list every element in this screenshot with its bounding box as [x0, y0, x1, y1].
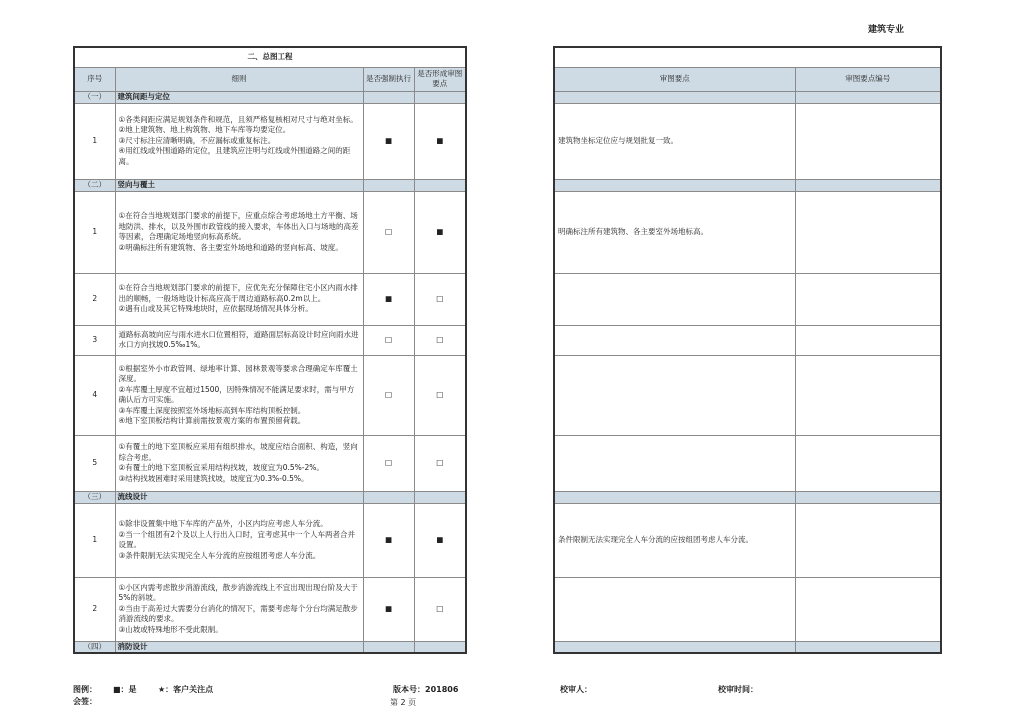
row-number: 5: [74, 435, 115, 491]
detail-line: ③山坡或特殊地形不受此限制。: [118, 624, 223, 634]
table-row: [554, 577, 941, 641]
formed-mark: □: [414, 355, 466, 435]
row-detail: [115, 577, 363, 641]
detail-line: ①有覆土的地下室顶板应采用有组织排水，坡度应结合面积、构造，竖向综合考虑。: [118, 442, 358, 462]
section-blank-cell: [795, 179, 941, 191]
mandatory-mark: □: [363, 355, 414, 435]
section-header-row: [74, 491, 466, 503]
table-row: [554, 103, 941, 179]
review-point: 建筑物坐标定位应与规划批复一致。: [554, 103, 795, 179]
table-row: [74, 191, 466, 273]
col-header-point: 审图要点: [554, 67, 795, 91]
detail-line: ①在符合当地规划部门要求的前提下，应重点综合考虑场地土方平衡、场地防洪、排水，以及外围市政管线的接入要求，车体出入口与场地的高差等因素，合理确定场地竖向标高系统。: [118, 211, 359, 241]
section-blank-cell: [795, 91, 941, 103]
review-point: [554, 325, 795, 355]
section-header-row: [554, 491, 941, 503]
section-blank-cell: [554, 491, 795, 503]
mandatory-mark: ■: [363, 503, 414, 577]
review-point: [554, 355, 795, 435]
mandatory-mark: ■: [363, 577, 414, 641]
detail-line: ②当一个组团有2个及以上人行出入口时，宜考虑其中一个人车两者合并设置。: [118, 529, 355, 549]
review-point: 条件限制无法实现完全人车分流的应按组团考虑人车分流。: [554, 503, 795, 577]
formed-mark: ■: [414, 503, 466, 577]
section-header-row: [74, 641, 466, 653]
review-point: [554, 577, 795, 641]
section-blank-cell: [554, 641, 795, 653]
detail-line: ①根据室外小市政管网、绿地率计算、园林景观等要求合理确定车库覆土深度。: [118, 363, 358, 383]
section-blank-cell: [554, 91, 795, 103]
section-number: （四）: [74, 641, 115, 653]
formed-mark: □: [414, 577, 466, 641]
review-point-code: [795, 503, 941, 577]
detail-line: ①在符合当地规划部门要求的前提下，应优先充分保障住宅小区内雨水排出的顺畅，一般场地设计标高应高于周边道路标高0.2m以上。: [118, 283, 358, 303]
row-number: 2: [74, 577, 115, 641]
review-point: [554, 435, 795, 491]
legend-star: ★：客户关注点: [158, 685, 214, 694]
row-number: 2: [74, 273, 115, 325]
section-name: 消防设计: [115, 641, 363, 653]
section-blank-cell: [363, 641, 414, 653]
section-blank-cell: [414, 179, 466, 191]
section-blank-cell: [363, 491, 414, 503]
section-blank-cell: [414, 91, 466, 103]
review-point-code: [795, 273, 941, 325]
formed-mark: ■: [414, 103, 466, 179]
review-point-code: [795, 435, 941, 491]
table-row: [554, 435, 941, 491]
row-number: 4: [74, 355, 115, 435]
section-blank-cell: [414, 491, 466, 503]
section-blank-cell: [363, 179, 414, 191]
table-row: [74, 577, 466, 641]
section-blank-cell: [363, 91, 414, 103]
section-title: 二、总图工程: [74, 47, 466, 67]
row-detail: [115, 103, 363, 179]
detail-line: ④地下室顶板结构计算前需按景观方案的布置预留荷载。: [118, 416, 306, 425]
section-name: 建筑间距与定位: [115, 91, 363, 103]
mandatory-mark: □: [363, 435, 414, 491]
table-row: [554, 355, 941, 435]
col-header-code: 审图要点编号: [795, 67, 941, 91]
row-detail: [115, 273, 363, 325]
review-point-code: [795, 191, 941, 273]
row-number: 1: [74, 191, 115, 273]
row-detail: [115, 435, 363, 491]
section-number: （二）: [74, 179, 115, 191]
section-header-row: [554, 91, 941, 103]
version-number: 版本号：201806: [393, 685, 459, 694]
formed-mark: □: [414, 435, 466, 491]
section-blank-cell: [795, 641, 941, 653]
table-row: [74, 355, 466, 435]
section-name: 竖向与覆土: [115, 179, 363, 191]
detail-line: ③结构找坡困难时采用建筑找坡，坡度宜为0.3%-0.5%。: [118, 473, 309, 483]
detail-line: ④用红线或外围道路的定位，且建筑应注明与红线或外围道路之间的距离。: [118, 146, 351, 166]
table-row: [74, 325, 466, 355]
detail-line: ②地上建筑物、地上构筑物、地下车库等均要定位。: [118, 125, 291, 135]
row-number: 3: [74, 325, 115, 355]
section-header-row: [74, 179, 466, 191]
detail-table: [73, 46, 467, 654]
checker-label: 校审人：: [560, 685, 592, 694]
col-header-formed: 是否形成审图要点: [414, 67, 466, 91]
mandatory-mark: □: [363, 191, 414, 273]
formed-mark: ■: [414, 191, 466, 273]
profession-header: 建筑专业: [867, 25, 904, 35]
mandatory-mark: ■: [363, 273, 414, 325]
row-detail: [115, 355, 363, 435]
row-detail: [115, 191, 363, 273]
section-blank-cell: [414, 641, 466, 653]
row-number: 1: [74, 103, 115, 179]
section-number: （三）: [74, 491, 115, 503]
row-detail: [115, 325, 363, 355]
detail-line: ①除非设置集中地下车库的产品外，小区内均应考虑人车分流。: [118, 519, 328, 528]
col-header-detail: 细则: [115, 67, 363, 91]
review-point: 明确标注所有建筑物、各主要室外场地标高。: [554, 191, 795, 273]
review-point-code: [795, 577, 941, 641]
section-blank-cell: [795, 491, 941, 503]
detail-line: ②当由于高差过大需要分台消化的情况下，需要考虑每个分台均满足散步消游流线的要求。: [118, 603, 358, 624]
table-row: [554, 273, 941, 325]
col-header-mandatory: 是否强制执行: [363, 67, 414, 91]
detail-line: ③条件限制无法实现完全人车分流的应按组团考虑人车分流。: [118, 550, 321, 560]
detail-line: ②遇有山或及其它特殊地块时，应依据现场情况具体分析。: [118, 304, 313, 314]
detail-line: ③车库覆土深度按照室外场地标高到车库结构顶板控制。: [118, 405, 306, 415]
section-header-row: [554, 641, 941, 653]
legend-label: 图例：: [73, 685, 97, 694]
countersign-label: 会签：: [73, 697, 97, 706]
check-time-label: 校审时间：: [718, 685, 758, 694]
review-point-code: [795, 355, 941, 435]
detail-line: ①小区内需考虑散步消游流线，散步消游流线上不宜出现出现台阶及大于5%的斜坡。: [118, 582, 358, 603]
detail-line: 道路标高坡向应与雨水进水口位置相符，道路面层标高设计时应向雨水进水口方向找坡0.5‰1%。: [118, 329, 359, 349]
row-number: 1: [74, 503, 115, 577]
section-header-row: [74, 91, 466, 103]
formed-mark: □: [414, 273, 466, 325]
row-detail: [115, 503, 363, 577]
page-number: 第 2 页: [390, 698, 417, 707]
review-point: [554, 273, 795, 325]
review-point-code: [795, 103, 941, 179]
table-row: [74, 273, 466, 325]
section-number: （一）: [74, 91, 115, 103]
mandatory-mark: ■: [363, 103, 414, 179]
table-row: [554, 191, 941, 273]
formed-mark: □: [414, 325, 466, 355]
review-point-code: [795, 325, 941, 355]
section-header-row: [554, 179, 941, 191]
section-name: 流线设计: [115, 491, 363, 503]
mandatory-mark: □: [363, 325, 414, 355]
blank-title-cell: [554, 47, 941, 67]
detail-line: ①各类间距应满足规划条件和规范，且须严格复核相对尺寸与绝对坐标。: [118, 114, 358, 124]
section-blank-cell: [554, 179, 795, 191]
detail-line: ③尺寸标注应清晰明确，不应漏标或重复标注。: [118, 135, 276, 145]
table-row: [554, 503, 941, 577]
detail-line: ②有覆土的地下室顶板宜采用结构找坡，坡度宜为0.5%-2%。: [118, 463, 324, 472]
detail-line: ②明确标注所有建筑物、各主要室外场地和道路的竖向标高、坡度。: [118, 242, 343, 252]
table-row: [74, 103, 466, 179]
col-header-no: 序号: [74, 67, 115, 91]
table-row: [74, 503, 466, 577]
review-points-table: [553, 46, 942, 654]
table-row: [554, 325, 941, 355]
detail-line: ②车库覆土厚度不宜超过1500，因特殊情况不能满足要求时，需与甲方确认后方可实施。: [118, 384, 355, 404]
legend-yes: ■：是: [113, 685, 137, 694]
table-row: [74, 435, 466, 491]
